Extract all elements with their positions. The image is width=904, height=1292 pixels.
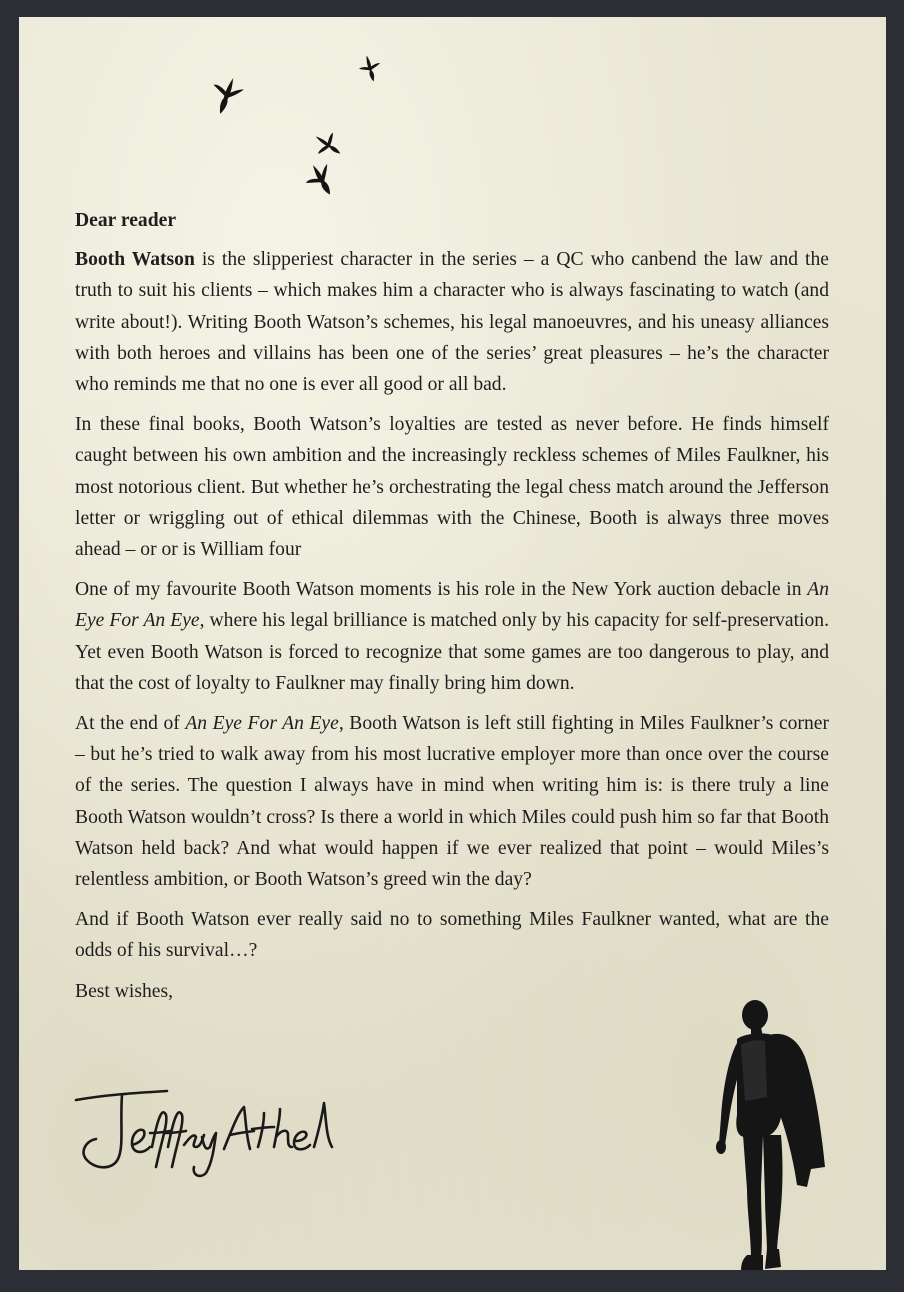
paragraph-1-text: is the slipperiest character in the series – a QC who canbend the law and the truth to suit his clients – which makes him a character who is always fascinating to watch (and write about!). Writing Booth Watson’s schemes, his legal manoeuvres, and his uneasy alliances with both heroes and villains has been one of the series’ great pleasures – he’s the character who reminds me that no one is ever all good or all bad. bbox=[75, 249, 829, 396]
book-title: An Eye For An Eye bbox=[75, 579, 829, 632]
closing: Best wishes, bbox=[75, 980, 173, 1002]
paragraph-3 bbox=[75, 574, 829, 699]
bird-icon bbox=[308, 126, 347, 165]
letter-page bbox=[19, 17, 886, 1270]
walking-man-silhouette bbox=[711, 997, 836, 1270]
paragraph-1 bbox=[75, 244, 829, 400]
paragraph-4-pre: At the end of bbox=[75, 713, 186, 735]
bird-icon bbox=[300, 159, 341, 202]
letter-body bbox=[75, 205, 829, 1016]
paragraph-3-pre: One of my favourite Booth Watson moments is his role in the New York auction debacle in bbox=[75, 579, 808, 601]
paragraph-5: And if Booth Watson ever really said no to something Miles Faulkner wanted, what are the odds of his survival…? bbox=[75, 909, 829, 962]
signature-icon bbox=[74, 1077, 334, 1187]
book-title: An Eye For An Eye bbox=[185, 713, 339, 735]
paragraph-3-post: , where his legal brilliance is matched only by his capacity for self-preservation. Yet even Booth Watson is forced to recognize that some games are too dangerous to play, and that the cost of loyalty to Faulkner may finally bring him down. bbox=[75, 610, 829, 694]
paragraph-4 bbox=[75, 708, 829, 895]
birds-illustration bbox=[19, 17, 886, 217]
paragraph-2: In these final books, Booth Watson’s loyalties are tested as never before. He finds himself caught between his own ambition and the increasingly reckless schemes of Miles Faulkner, his most notorious client. But whether he’s orchestrating the legal chess match around the Jefferson letter or wriggling out of ethical dilemmas with the Chinese, Booth is always three moves ahead – or or is William four bbox=[75, 414, 829, 561]
greeting: Dear reader bbox=[75, 210, 177, 231]
bird-icon bbox=[356, 53, 384, 85]
bird-icon bbox=[205, 73, 246, 119]
paragraph-4-post: , Booth Watson is left still fighting in Miles Faulkner’s corner – but he’s tried to walk away from his most lucrative employer more than once over the course of the series. The question I always have in mind when writing him is: is there truly a line Booth Watson wouldn’t cross? Is there a world in which Miles could push him so far that Booth Watson held back? And what would happen if we ever realized that point – would Miles’s relentless ambition, or Booth Watson’s greed win the day? bbox=[75, 713, 829, 891]
character-name: Booth Watson bbox=[75, 249, 195, 271]
